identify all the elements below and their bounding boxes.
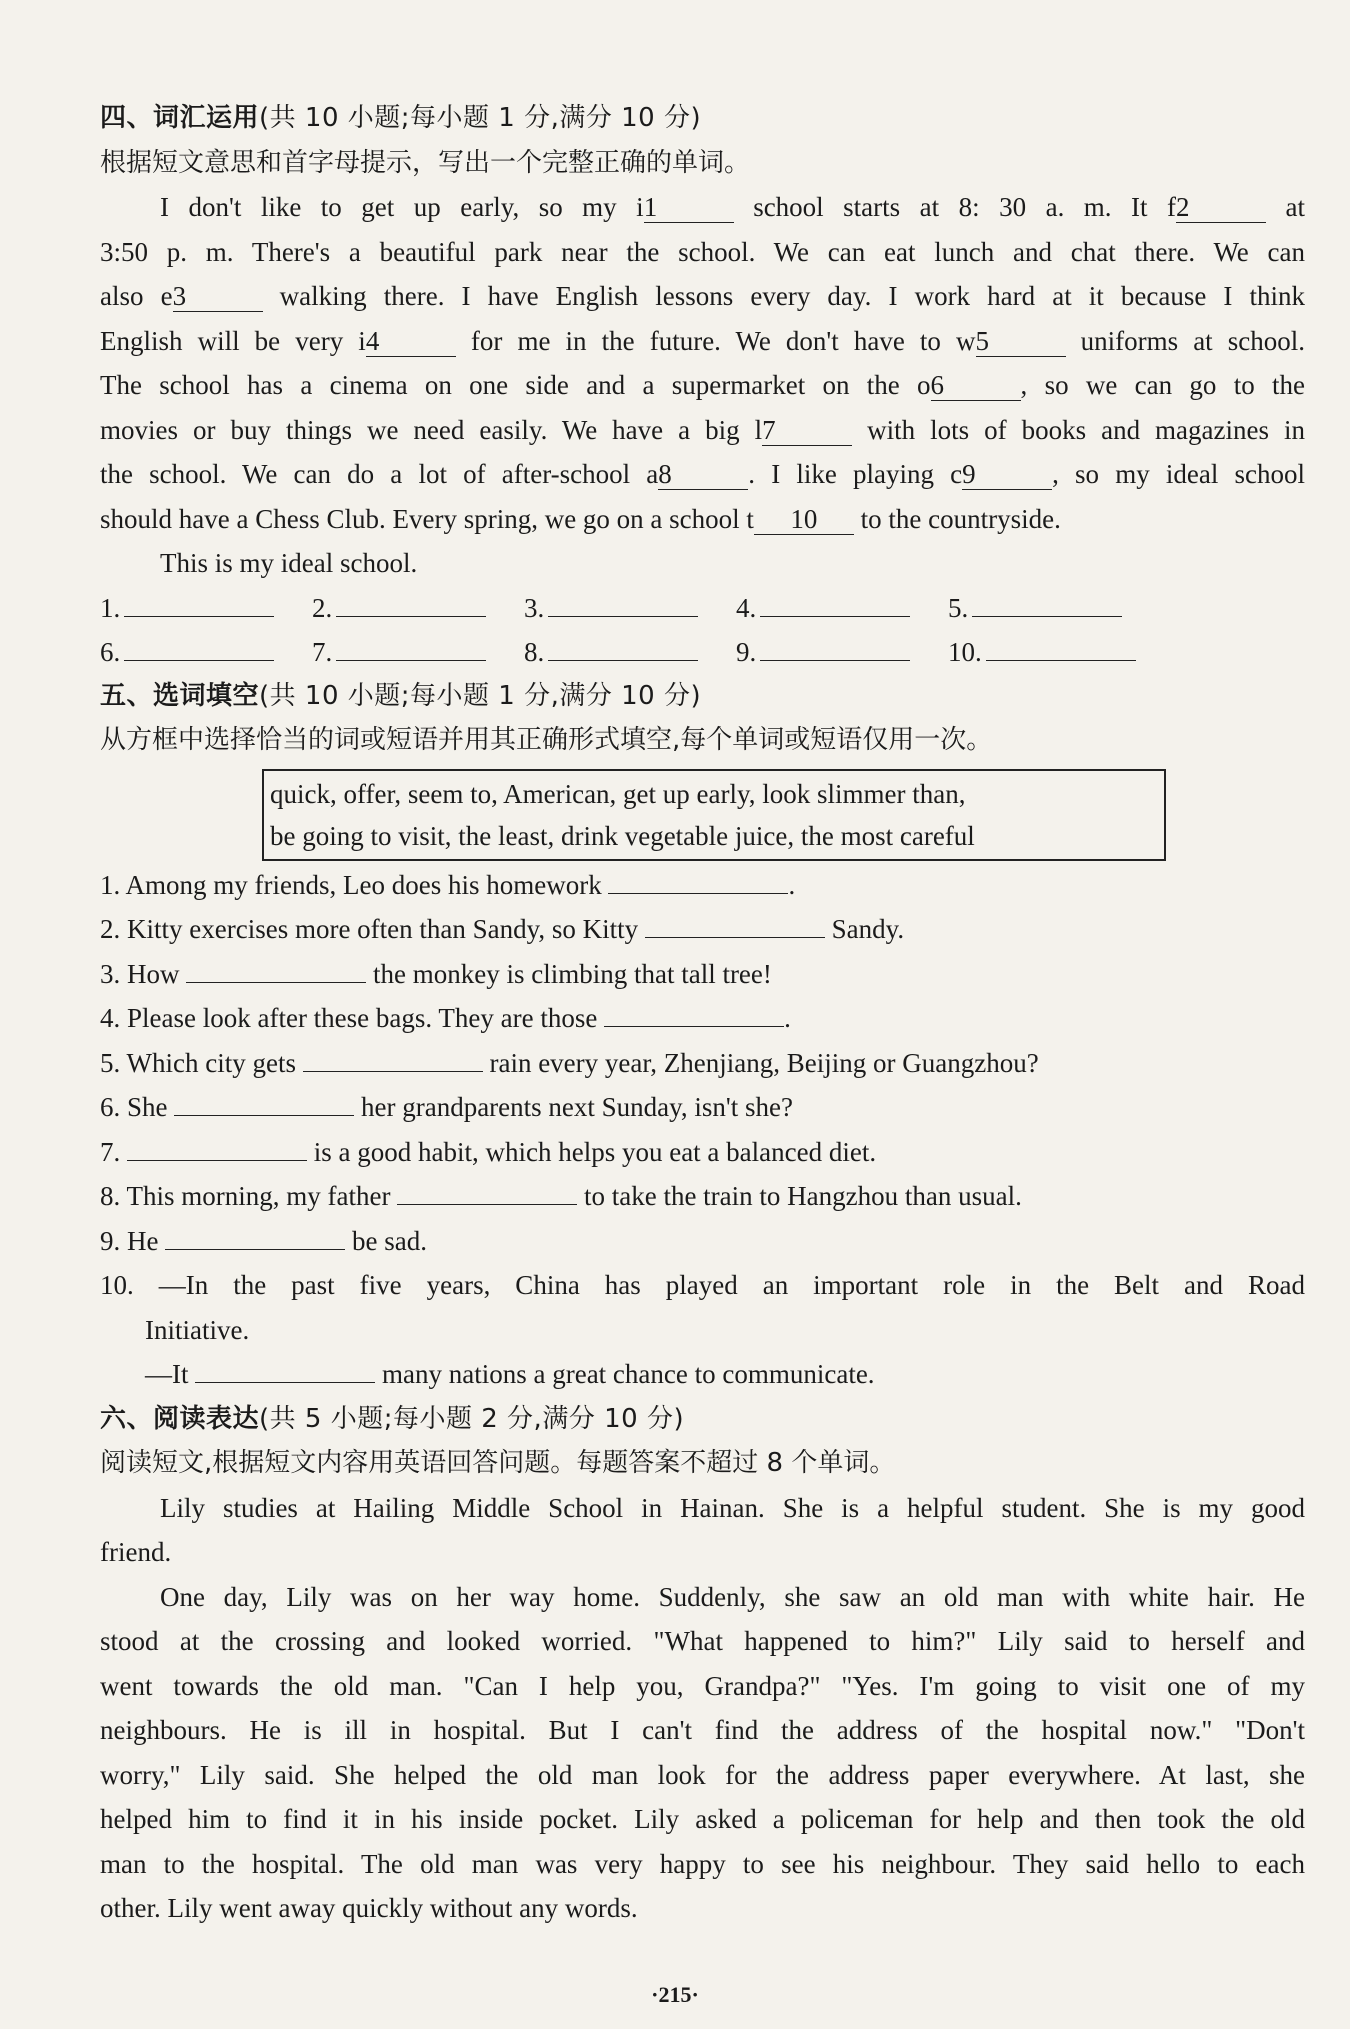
passage-line: the school. We can do a lot of after-school a8 . I like playing c9 , so my ideal school bbox=[100, 459, 1305, 489]
question-3: 3. How the monkey is climbing that tall tree! bbox=[100, 958, 772, 989]
section-4-title: 四、词汇运用 bbox=[100, 103, 260, 133]
page-number: ·215· bbox=[651, 1982, 699, 2007]
reading-line: went towards the old man. "Can I help you, Grandpa?" "Yes. I'm going to visit one of my bbox=[100, 1670, 1305, 1701]
answer-field[interactable] bbox=[760, 588, 910, 617]
answer-field[interactable] bbox=[336, 588, 486, 617]
answer-field[interactable] bbox=[548, 588, 698, 617]
word-bank-box bbox=[262, 769, 1166, 861]
reading-line: worry," Lily said. She helped the old man look for the address paper everywhere. At last, she bbox=[100, 1759, 1305, 1790]
passage-line: movies or buy things we need easily. We have a big l7 with lots of books and magazines in bbox=[100, 414, 1305, 445]
answer-blank[interactable] bbox=[186, 982, 366, 983]
question-9: 9. He be sad. bbox=[100, 1225, 427, 1256]
answer-blank[interactable] bbox=[397, 1204, 577, 1205]
answer-blank[interactable]: 9 bbox=[962, 459, 1052, 490]
passage-line: also e3 walking there. I have English lessons every day. I work hard at it because I think bbox=[100, 281, 1305, 311]
passage-line: should have a Chess Club. Every spring, we go on a school t 10 to the countryside. bbox=[100, 503, 1061, 534]
answer-blank[interactable] bbox=[604, 1026, 784, 1027]
section-6-score: (共 5 小题;每小题 2 分,满分 10 分) bbox=[259, 1403, 685, 1434]
reading-line: stood at the crossing and looked worried. "What happened to him?" Lily said to herself and bbox=[100, 1626, 1305, 1656]
passage-line: This is my ideal school. bbox=[160, 548, 418, 578]
answer-field[interactable] bbox=[124, 588, 274, 617]
answer-blank[interactable]: 4 bbox=[366, 326, 456, 357]
answer-blank[interactable] bbox=[174, 1115, 354, 1116]
section-4-instructions: 根据短文意思和首字母提示，写出一个完整正确的单词。 bbox=[100, 147, 751, 178]
question-4: 4. Please look after these bags. They are those . bbox=[100, 1003, 791, 1033]
answer-field[interactable] bbox=[760, 632, 910, 661]
answer-blank[interactable] bbox=[127, 1160, 307, 1161]
question-10-cont: Initiative. bbox=[145, 1314, 250, 1345]
question-1: 1. Among my friends, Leo does his homework . bbox=[100, 869, 796, 900]
answer-blank[interactable]: 6 bbox=[931, 370, 1021, 401]
question-6: 6. She her grandparents next Sunday, isn't she? bbox=[100, 1092, 793, 1122]
answer-blank[interactable]: 7 bbox=[762, 415, 852, 446]
section-6-heading bbox=[100, 1397, 1305, 1442]
question-10-reply: —It many nations a great chance to communicate. bbox=[145, 1359, 875, 1389]
passage-line: I don't like to get up early, so my i1 school starts at 8: 30 a. m. It f2 at bbox=[160, 192, 1306, 222]
reading-line: Lily studies at Hailing Middle School in Hainan. She is a helpful student. She is my good bbox=[160, 1492, 1305, 1523]
reading-line: friend. bbox=[100, 1537, 172, 1567]
reading-line: neighbours. He is ill in hospital. But I can't find the address of the hospital now." "Don't bbox=[100, 1715, 1305, 1745]
answer-blank[interactable] bbox=[165, 1249, 345, 1250]
answer-blank[interactable] bbox=[608, 893, 788, 894]
section-5-title: 五、选词填空 bbox=[100, 680, 260, 711]
passage-line: The school has a cinema on one side and a supermarket on the o6 , so we can go to the bbox=[100, 370, 1305, 400]
reading-line: man to the hospital. The old man was very happy to see his neighbour. They said hello to each bbox=[100, 1848, 1305, 1879]
passage-line: 3:50 p. m. There's a beautiful park near the school. We can eat lunch and chat there. We can bbox=[100, 236, 1305, 267]
word-bank-line: be going to visit, the least, drink vegetable juice, the most careful bbox=[270, 820, 975, 851]
answer-blank[interactable]: 5 bbox=[976, 326, 1066, 357]
answer-field[interactable] bbox=[124, 632, 274, 661]
question-7: 7. is a good habit, which helps you eat a balanced diet. bbox=[100, 1136, 877, 1167]
section-5-heading bbox=[100, 674, 1305, 719]
section-4-heading bbox=[100, 96, 1305, 141]
section-5-score: (共 10 小题;每小题 1 分,满分 10 分) bbox=[259, 680, 702, 711]
passage-line: English will be very i4 for me in the future. We don't have to w5 uniforms at school. bbox=[100, 325, 1306, 356]
answer-row: 1. 2. 3. 4. 5. bbox=[100, 586, 1305, 630]
answer-blank[interactable]: 1 bbox=[644, 192, 734, 223]
answer-blank[interactable]: 2 bbox=[1176, 192, 1266, 223]
reading-line: One day, Lily was on her way home. Suddenly, she saw an old man with white hair. He bbox=[160, 1581, 1305, 1612]
reading-line: other. Lily went away quickly without any words. bbox=[100, 1893, 638, 1923]
reading-line: helped him to find it in his inside pocket. Lily asked a policeman for help and then took the old bbox=[100, 1804, 1305, 1834]
answer-blank[interactable]: 10 bbox=[754, 504, 854, 535]
question-5: 5. Which city gets rain every year, Zhenjiang, Beijing or Guangzhou? bbox=[100, 1047, 1039, 1078]
answer-field[interactable] bbox=[972, 588, 1122, 617]
question-2: 2. Kitty exercises more often than Sandy, so Kitty Sandy. bbox=[100, 914, 905, 944]
answer-blank[interactable] bbox=[195, 1382, 375, 1383]
answer-blank[interactable]: 3 bbox=[173, 281, 263, 312]
word-bank-line: quick, offer, seem to, American, get up early, look slimmer than, bbox=[270, 778, 966, 809]
section-6-title: 六、阅读表达 bbox=[100, 1403, 260, 1434]
section-4-score: (共 10 小题;每小题 1 分,满分 10 分) bbox=[259, 103, 702, 133]
question-8: 8. This morning, my father to take the train to Hangzhou than usual. bbox=[100, 1181, 1022, 1211]
answer-field[interactable] bbox=[336, 632, 486, 661]
answer-row: 6. 7. 8. 9. 10. bbox=[100, 630, 1305, 674]
answer-blank[interactable]: 8 bbox=[658, 459, 748, 490]
answer-blank[interactable] bbox=[303, 1071, 483, 1072]
section-5-instructions: 从方框中选择恰当的词或短语并用其正确形式填空,每个单词或短语仅用一次。 bbox=[100, 725, 993, 755]
question-10: 10. —In the past five years, China has played an important role in the Belt and Road bbox=[100, 1270, 1305, 1300]
section-6-instructions: 阅读短文,根据短文内容用英语回答问题。每题答案不超过 8 个单词。 bbox=[100, 1448, 896, 1478]
answer-field[interactable] bbox=[986, 632, 1136, 661]
answer-blank[interactable] bbox=[645, 937, 825, 938]
answer-field[interactable] bbox=[548, 632, 698, 661]
